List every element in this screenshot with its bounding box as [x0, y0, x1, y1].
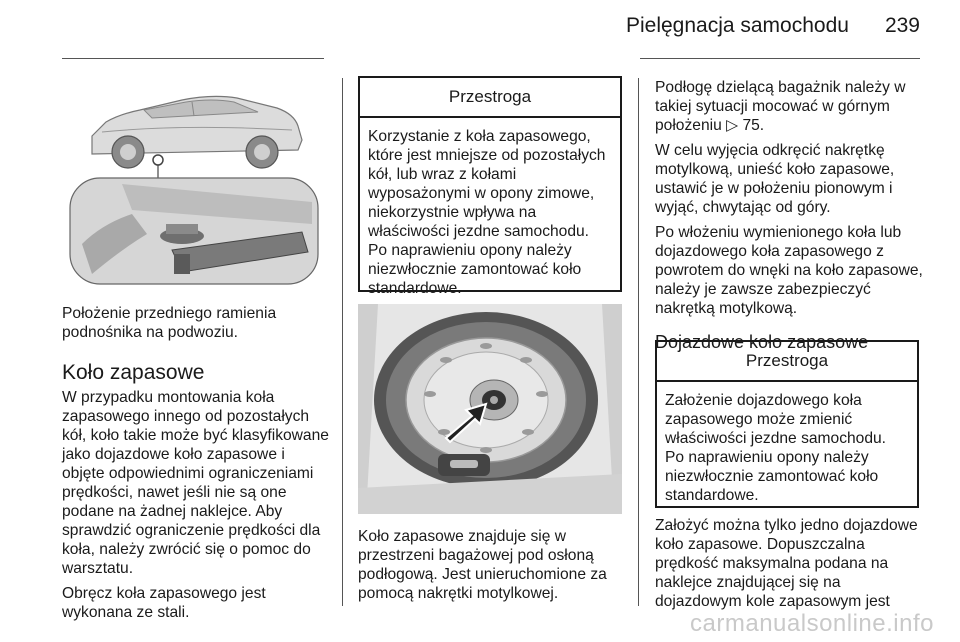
- page-reference-icon[interactable]: ▷: [726, 117, 739, 134]
- header-rule-col3: [640, 58, 920, 59]
- column-divider-1: [342, 78, 343, 606]
- column-2-caption: [358, 527, 628, 609]
- car-jack-figure: [62, 74, 324, 289]
- spare-wheel-illustration: [358, 304, 622, 514]
- paragraph-luggage-floor: Podłogę dzielącą bagażnik należy w takiej sytuacji mocować w górnym położeniu ▷ 75.: [655, 79, 906, 134]
- section-heading-spare-wheel: Koło zapasowe: [62, 361, 205, 384]
- column-3-bottom: [655, 516, 927, 617]
- column-3: [655, 78, 925, 362]
- paragraph-reinstall: Po włożeniu wymienionego koła lub dojazdowego koła zapasowego z powrotem do wnęki na koło zapasowe, należy je zawsze zabezpieczyć nakrętką motylkową.: [655, 224, 923, 317]
- column-divider-2: [638, 78, 639, 606]
- page-reference-link[interactable]: 75.: [742, 117, 765, 134]
- column-1: [62, 304, 330, 628]
- warning-box-spare-wheel: [358, 76, 622, 297]
- header-rule-col1: [62, 58, 324, 59]
- page-header: [626, 14, 920, 38]
- warning-box-compact-spare: [655, 340, 919, 508]
- warning-title: Przestroga: [360, 78, 620, 118]
- paragraph-compact-spare-limit: Założyć można tylko jedno dojazdowe koło zapasowe. Dopuszczalna prędkość maksymalna podana na naklejce znajdującej się na dojazdowym kole zapasowym jest: [655, 517, 918, 610]
- watermark: carmanualsonline.info: [690, 610, 934, 637]
- page-title: Pielęgnacja samochodu: [625, 14, 849, 37]
- warning-text: Założenie dojazdowego koła zapasowego może zmienić właściwości jezdne samochodu. Po naprawieniu opony należy niezwłocznie zamontować koło standardowe.: [665, 392, 887, 504]
- figure-caption-spare-wheel: Koło zapasowe znajduje się w przestrzeni bagażowej pod osłoną podłogową. Jest unieruchomione za pomocą nakrętki motylkowej.: [358, 528, 607, 602]
- paragraph-steel-rim: Obręcz koła zapasowego jest wykonana ze stali.: [62, 585, 266, 621]
- spare-wheel-figure: [358, 304, 622, 514]
- section-heading-compact-spare: Dojazdowe koło zapasowe: [655, 332, 869, 352]
- paragraph-removal: W celu wyjęcia odkręcić nakrętkę motylkową, unieść koło zapasowe, ustawić je w położeniu pionowym i wyjąć, chwytając od góry.: [655, 142, 895, 216]
- warning-text: Korzystanie z koła zapasowego, które jest mniejsze od pozostałych kół, lub wraz z kołami wyposażonymi w opony zimowe, niekorzystnie wpływa na właściwości jezdne samochodu. Po naprawieniu opony należy niezwłocznie zamontować koło standardowe.: [368, 128, 606, 297]
- warning-title: Przestroga: [657, 342, 917, 382]
- figure-caption-jack: Położenie przedniego ramienia podnośnika na podwoziu.: [62, 305, 277, 341]
- paragraph-spare-wheel-speed: W przypadku montowania koła zapasowego innego od pozostałych kół, koło takie może być klasyfikowane jako dojazdowe koło zapasowe i objęte odpowiednimi ograniczeniami prędkości, nawet jeśli nie są one podane na żadnej naklejce. Aby sprawdzić ograniczenie prędkości dla koła, należy zwrócić się o pomoc do warsztatu.: [62, 389, 329, 577]
- car-jack-illustration: [62, 74, 324, 289]
- page-number: 239: [884, 14, 920, 37]
